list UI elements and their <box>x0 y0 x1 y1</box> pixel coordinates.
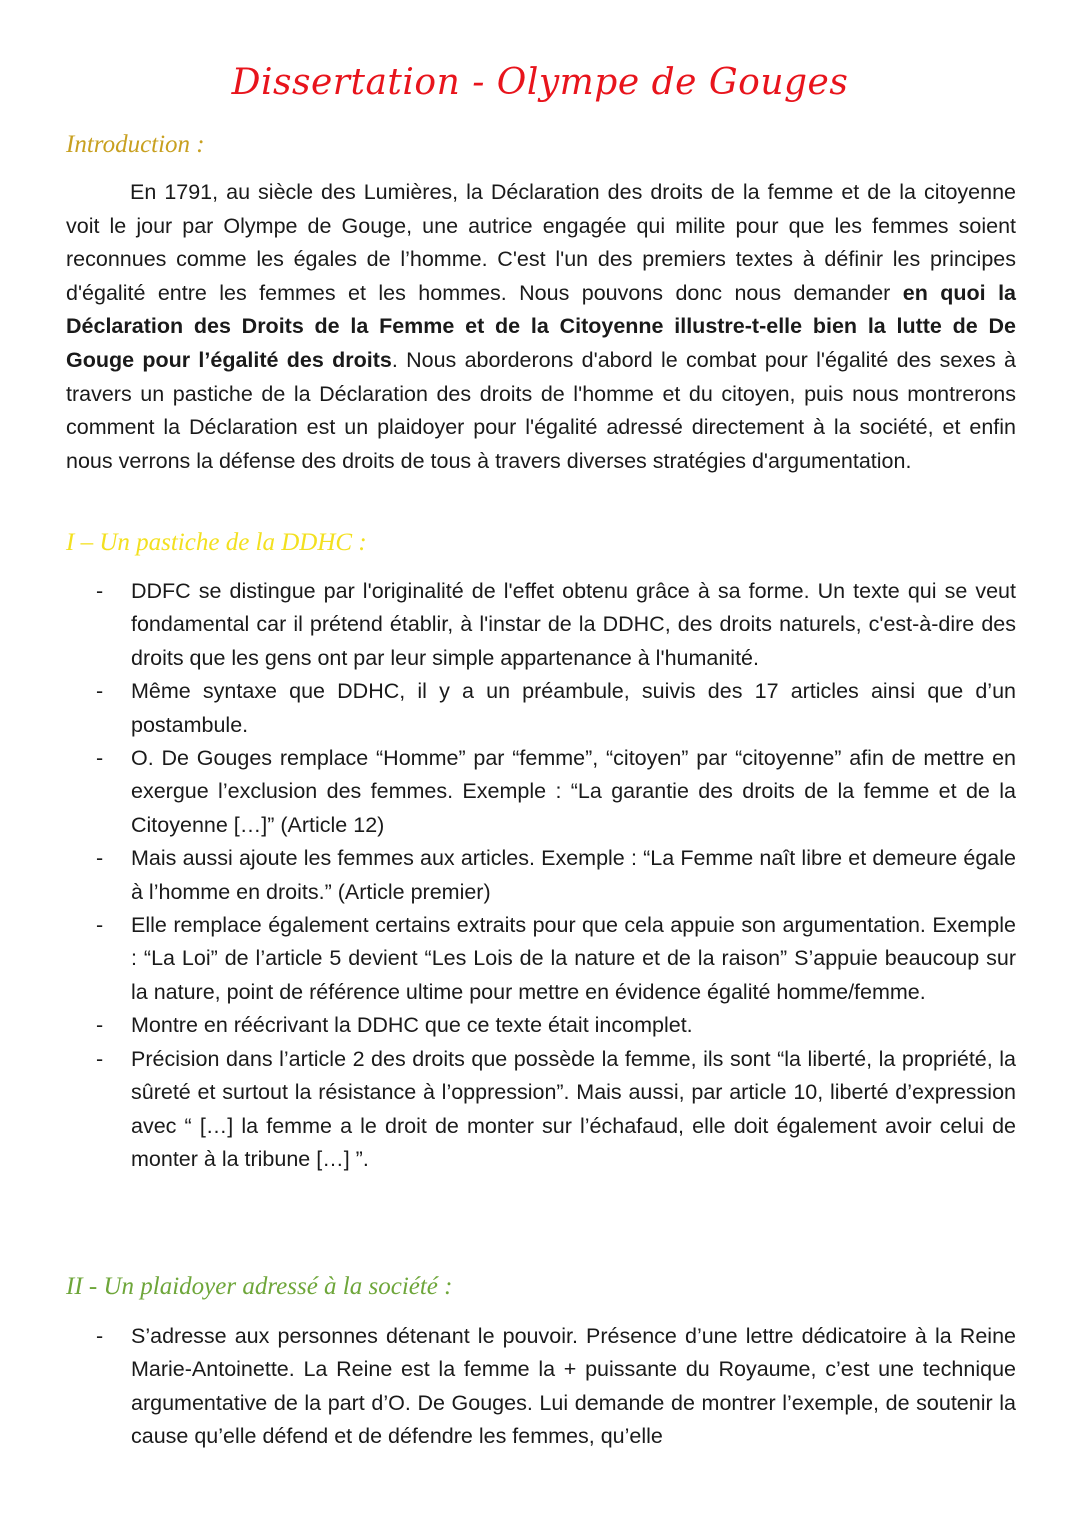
list-item <box>66 842 1016 909</box>
bullet-dash: - <box>96 1046 104 1071</box>
bullet-dash: - <box>96 1013 104 1038</box>
bullet-dash: - <box>96 746 104 771</box>
bullet-text: O. De Gouges remplace “Homme” par “femme”, “citoyen” par “citoyenne” afin de mettre en exergue l’exclusion des femmes. Exemple : “La garantie des droits de la femme et de la Citoyenne […]” (Article 12) <box>131 746 1016 837</box>
bullet-text: S’adresse aux personnes détenant le pouvoir. Présence d’une lettre dédicatoire à la Reine Marie-Antoinette. La Reine est la femme la + puissante du Royaume, c’est une technique argumentative de la part d’O. De Gouges. Lui demande de montrer l’exemple, de soutenir la cause qu’elle défend et de défendre les femmes, qu’elle <box>131 1324 1016 1449</box>
part1-bullet-list <box>66 575 1016 1176</box>
part2-bullet-list <box>66 1320 1016 1454</box>
bullet-text: Mais aussi ajoute les femmes aux articles. Exemple : “La Femme naît libre et demeure égale à l’homme en droits.” (Article premier) <box>131 846 1016 904</box>
bullet-dash: - <box>96 913 104 938</box>
part1-heading: I – Un pastiche de la DDHC : <box>66 529 367 556</box>
document-title: Dissertation - Olympe de Gouges <box>231 62 849 103</box>
list-item <box>66 1320 1016 1454</box>
list-item <box>66 575 1016 675</box>
introduction-text-start: En 1791, au siècle des Lumières, la Déclaration des droits de la femme et de la citoyenne voit le jour par Olympe de Gouge, une autrice engagée qui milite pour que les femmes soient reconnues comme les égales de l’homme. C'est l'un des premiers textes à définir les principes d'égalité entre les femmes et les hommes. Nous pouvons donc nous demander <box>66 180 1016 305</box>
bullet-text: Elle remplace également certains extraits pour que cela appuie son argumentation. Exemple : “La Loi” de l’article 5 devient “Les Lois de la nature et de la raison” S’appuie beaucoup sur la nature, point de référence ultime pour mettre en évidence égalité homme/femme. <box>131 913 1016 1004</box>
bullet-text: Même syntaxe que DDHC, il y a un préambule, suivis des 17 articles ainsi que d’un postambule. <box>131 679 1016 737</box>
introduction-paragraph <box>66 176 1016 478</box>
list-item <box>66 675 1016 742</box>
bullet-text: Montre en réécrivant la DDHC que ce texte était incomplet. <box>131 1013 693 1038</box>
bullet-text: DDFC se distingue par l'originalité de l'effet obtenu grâce à sa forme. Un texte qui se veut fondamental car il prétend établir, à l'instar de la DDHC, des droits naturels, c'est-à-dire des droits que les gens ont par leur simple appartenance à l'humanité. <box>131 579 1016 670</box>
part2-heading: II - Un plaidoyer adressé à la société : <box>66 1273 453 1300</box>
bullet-dash: - <box>96 1324 104 1348</box>
bullet-dash: - <box>96 579 104 603</box>
list-item <box>66 1009 1016 1042</box>
list-item <box>66 1043 1016 1177</box>
problematic-question: en quoi la Déclaration des Droits de la Femme et de la Citoyenne illustre-t-elle bien la lutte de De Gouge pour l’égalité des droits <box>66 280 1016 372</box>
bullet-dash: - <box>96 846 104 871</box>
bullet-dash: - <box>96 679 104 704</box>
introduction-text-end: . Nous aborderons d'abord le combat pour l'égalité des sexes à travers un pastiche de la Déclaration des droits de l'homme et du citoyen, puis nous montrerons comment la Déclaration est un plaidoyer pour l'égalité adressé directement à la société, et enfin nous verrons la défense des droits de tous à travers diverses stratégies d'argumentation. <box>66 347 1016 473</box>
list-item <box>66 909 1016 1009</box>
introduction-heading: Introduction : <box>66 131 205 158</box>
list-item <box>66 742 1016 842</box>
bullet-text: Précision dans l’article 2 des droits que possède la femme, ils sont “la liberté, la propriété, la sûreté et surtout la résistance à l’oppression”. Mais aussi, par article 10, liberté d’expression avec “ […] la femme a le droit de monter sur l’échafaud, elle doit également avoir celui de monter à la tribune […] ”. <box>131 1046 1016 1171</box>
